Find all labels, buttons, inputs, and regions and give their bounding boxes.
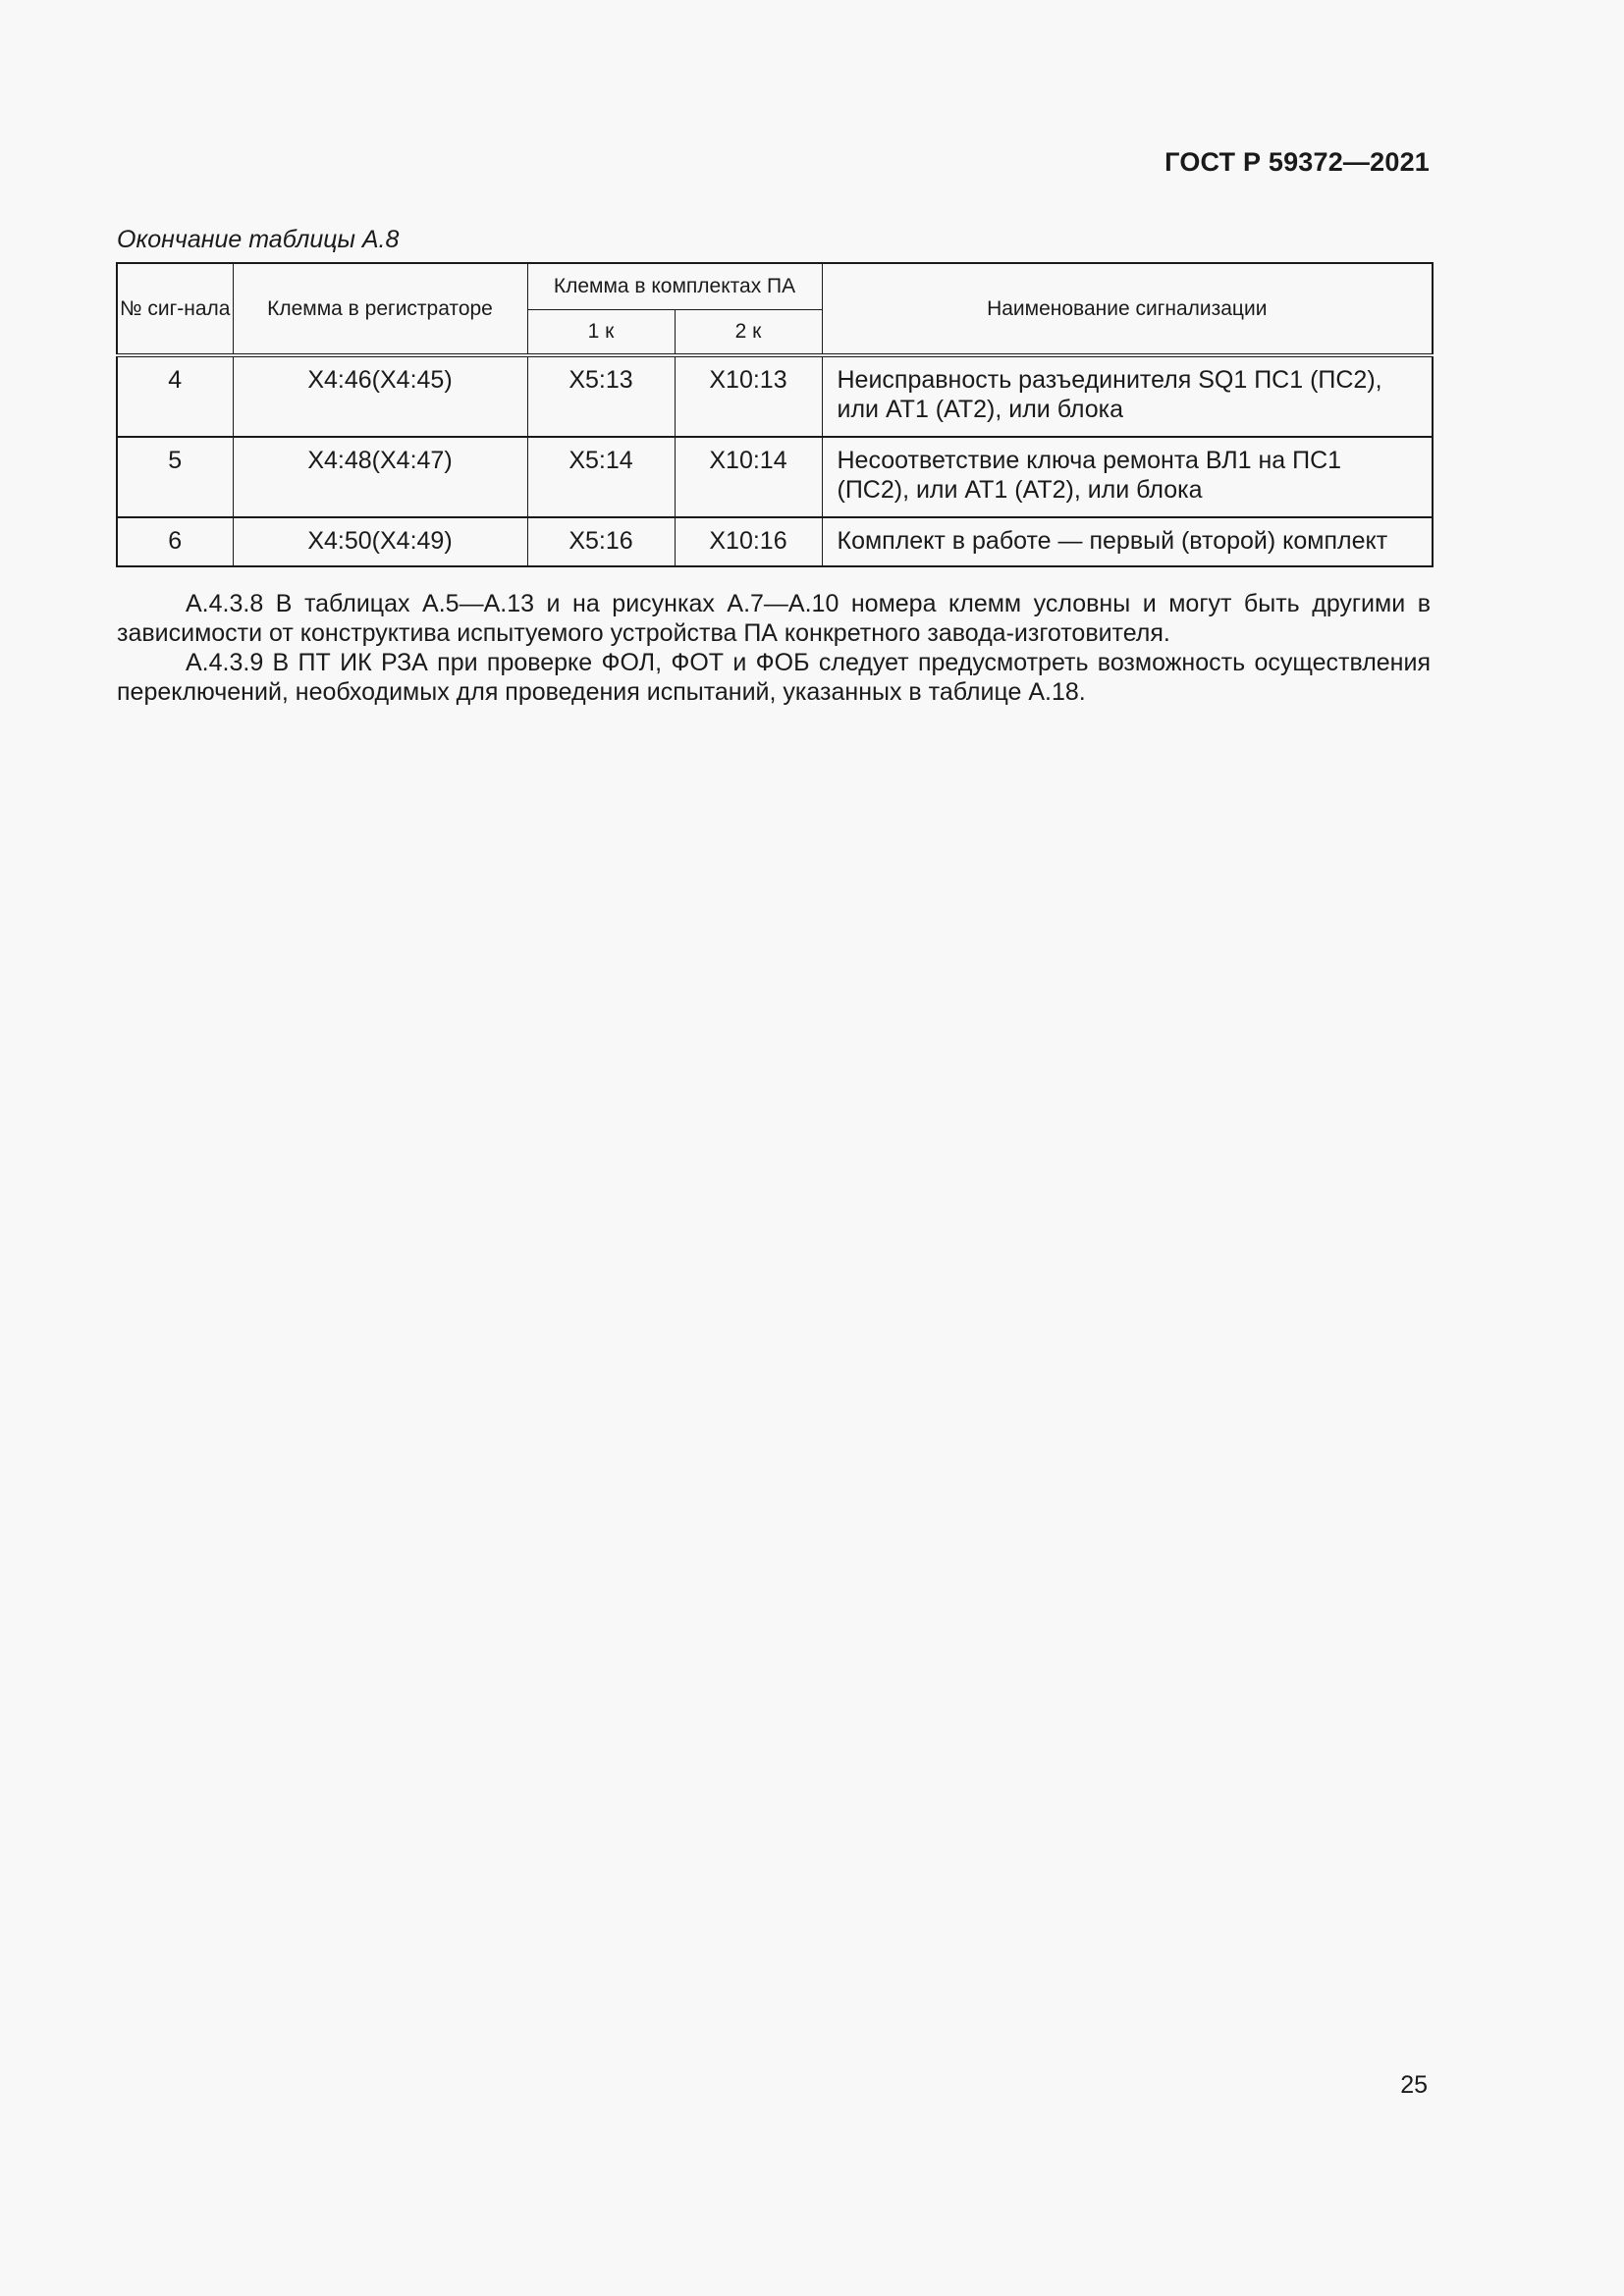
table-row: [117, 517, 1433, 566]
header-signal-number: № сиг-нала: [117, 263, 233, 355]
cell-kit-1-terminal: Х5:16: [527, 517, 675, 566]
header-kit-1: 1 к: [527, 310, 675, 356]
body-text: [117, 589, 1431, 707]
paragraph-a-4-3-8: А.4.3.8 В таблицах А.5—А.13 и на рисунках А.7—А.10 номера клемм условны и могут быть другими в зависимости от конструктива испытуемого устройства ПА конкретного завода-изготовителя.: [117, 590, 1431, 647]
cell-registrar-terminal: Х4:46(Х4:45): [233, 355, 527, 437]
cell-signal-name: Несоответствие ключа ремонта ВЛ1 на ПС1 (ПС2), или АТ1 (АТ2), или блока: [822, 437, 1433, 517]
cell-signal-number: 4: [117, 355, 233, 437]
cell-kit-2-terminal: Х10:14: [675, 437, 822, 517]
table-caption: Окончание таблицы А.8: [117, 226, 400, 253]
header-signal-name: Наименование сигнализации: [822, 263, 1433, 355]
table-row: [117, 437, 1433, 517]
cell-kit-2-terminal: Х10:16: [675, 517, 822, 566]
signal-table: [116, 262, 1434, 567]
header-pa-kit-terminal: Клемма в комплектах ПА: [527, 263, 822, 310]
cell-signal-number: 6: [117, 517, 233, 566]
cell-kit-1-terminal: Х5:13: [527, 355, 675, 437]
cell-registrar-terminal: Х4:50(Х4:49): [233, 517, 527, 566]
cell-signal-name: Неисправность разъединителя SQ1 ПС1 (ПС2), или АТ1 (АТ2), или блока: [822, 355, 1433, 437]
header-registrar-terminal: Клемма в регистраторе: [233, 263, 527, 355]
cell-registrar-terminal: Х4:48(Х4:47): [233, 437, 527, 517]
cell-signal-number: 5: [117, 437, 233, 517]
cell-signal-name: Комплект в работе — первый (второй) комплект: [822, 517, 1433, 566]
header-kit-2: 2 к: [675, 310, 822, 356]
page-number: 25: [1400, 2071, 1428, 2099]
paragraph-a-4-3-9: А.4.3.9 В ПТ ИК РЗА при проверке ФОЛ, ФОТ и ФОБ следует предусмотреть возможность осуществления переключений, необходимых для проведения испытаний, указанных в таблице А.18.: [117, 649, 1431, 706]
table-row: [117, 355, 1433, 437]
document-code: ГОСТ Р 59372—2021: [1164, 147, 1430, 177]
cell-kit-1-terminal: Х5:14: [527, 437, 675, 517]
cell-kit-2-terminal: Х10:13: [675, 355, 822, 437]
